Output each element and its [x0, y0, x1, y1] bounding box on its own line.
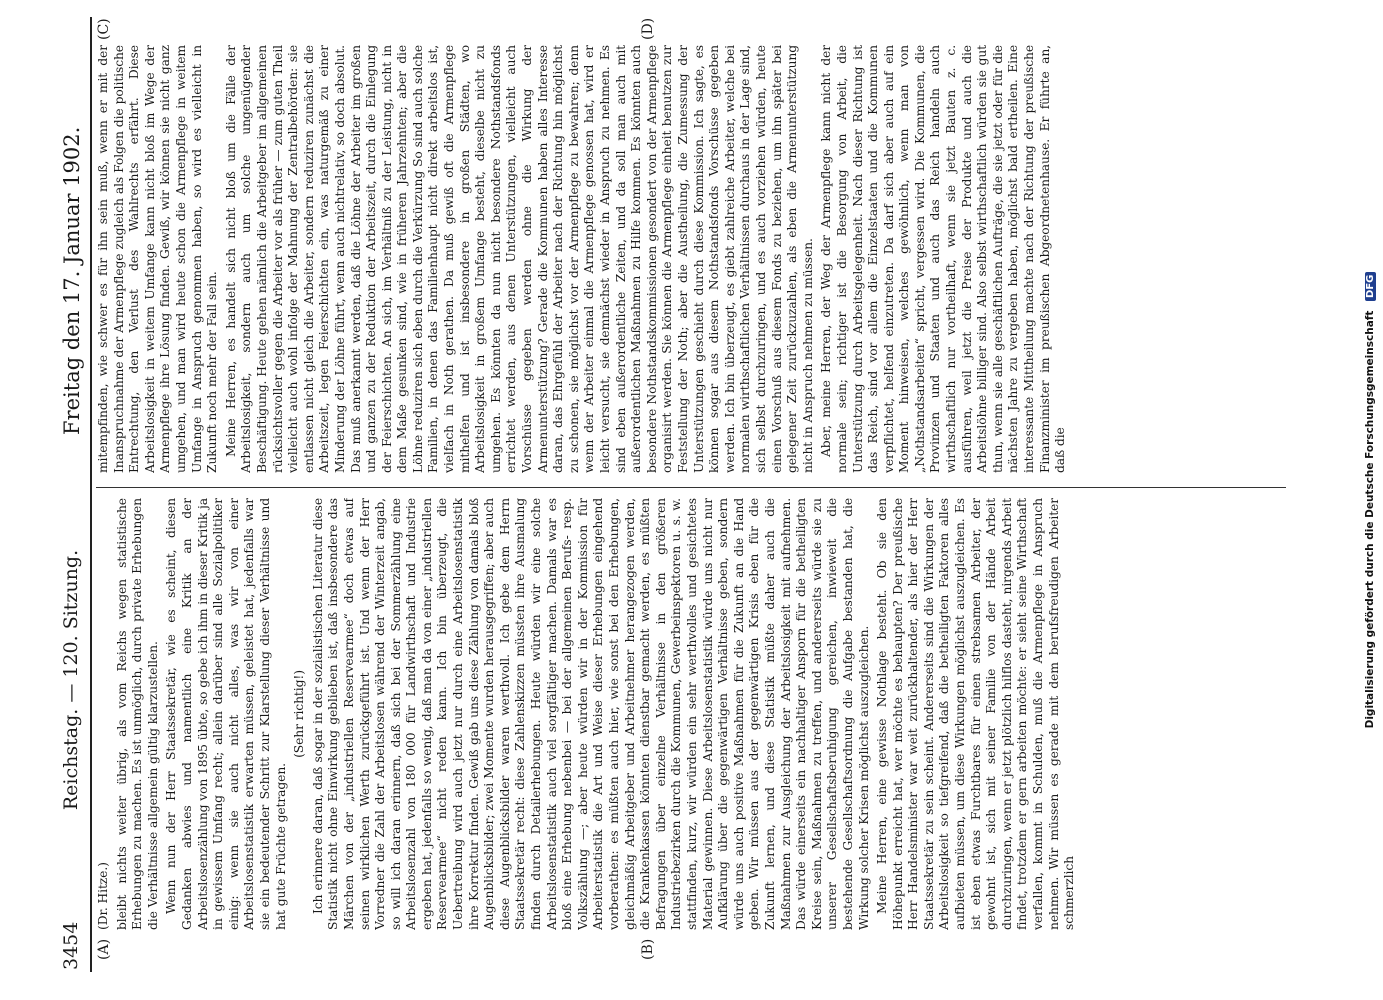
- margin-marker-c: (C): [96, 18, 112, 40]
- paragraph: Ich erinnere daran, daß sogar in der sozialistischen Literatur diese Statistik nicht ohne Einwirkung geblieben ist, daß insbesondere das Märchen von der „industriellen Reservearmee“ doch etwas auf seinen wirklichen Werth zurückgeführt ist. Und wenn der Herr Vorredner die Zahl der Arbeitslosen während der Winterzeit angab, so will ich daran erinnern, daß sich bei der Sommerzählung eine Arbeitslosenzahl von 180 000 für Landwirthschaft und Industrie ergeben hat, jedenfalls so wenig, daß man da von einer „industriellen Reservearmee“ nicht reden kann. Ich bin überzeugt, die Uebertreibung wird auch jetzt nur durch eine Arbeitslosenstatistik ihre Korrektur finden. Gewiß gab uns diese Zählung von damals bloß Augenblicksbilder; zwei Momente wurden herausgegriffen; aber auch diese Augenblicksbilder waren werthvoll. Ich gebe dem Herrn Staatssekretär recht: diese Zahlenskizzen müssten ihre Ausmalung finden durch Detailerhebungen. Heute würden wir eine solche Arbeitslosenstatistik auch viel sorgfältiger machen. Damals war es bloß eine Erhebung nebenbei — bei der allgemeinen Berufs- resp. Volkszählung —; aber heute würden wir in der Kommission für Arbeiterstatistik die Art und Weise dieser Erhebungen eingehend vorberathen: es müßten auch hier, wie sonst bei den Erhebungen, gleichmäßig Arbeitgeber und Arbeitnehmer herangezogen werden, die Krankenkassen könnten dienstbar gemacht werden, es müßten Befragungen über einzelne Verhältnisse in den größeren Industriebezirken durch die Kommunen, Gewerbeinspektoren u. s. w. stattfinden, kurz, wir würden ein sehr werthvolles und gesichtetes Material gewinnen. Diese Arbeitslosenstatistik würde uns nicht nur Aufklärung über die gegenwärtigen Verhältnisse geben, sondern würde uns auch positive Maßnahmen für die Zukunft an die Hand geben. Wir müssen aus der gegenwärtigen Krisis eben für die Zukunft lernen, und diese Statistik müßte daher auch die Maßnahmen zur Ausgleichung der Arbeitslosigkeit mit aufnehmen. Das würde einerseits ein nachhaltiger Ansporn für die betheiligten Kreise sein, Maßnahmen zu treffen, und andererseits würde sie zu unserer Gesellschaftsberuhigung gereichen, inwieweit die bestehende Gesellschaftsordnung die Aufgabe bestanden hat, die Wirkung solcher Krisen möglichst auszugleichen.: [310, 498, 871, 930]
- session-title: Reichstag. — 120. Sitzung.: [60, 549, 82, 811]
- paragraph: Aber, meine Herren, der Weg der Armenpflege kann nicht der normale sein; richtiger ist die Besorgung von Arbeit, die Unterstützung durch Arbeitsgelegenheit. Nach dieser Richtung ist das Reich, sind vor allem die Einzelstaaten und die Kommunen verpflichtet, helfend einzutreten. Da darf sich aber auch auf ein Moment hinweisen, welches gewöhnlich, wenn man von „Nothstandsarbeiten“ spricht, vergessen wird. Die Kommunen, die Provinzen und Staaten und auch das Reich handeln auch wirthschaftlich nur vortheilhaft, wenn sie jetzt Bauten z. c. ausführen, weil jetzt die Preise der Produkte und auch die Arbeitslöhne billiger sind. Also selbst wirthschaftlich würden sie gut thun, wenn sie alle geschäftlichen Aufträge, die sie jetzt oder für die nächsten Jahre zu vergeben haben, möglichst bald ertheilen. Eine interessante Mittheilung machte nach der Richtung der preußische Finanzminister im preußischen Abgeordnetenhause. Er führte an, daß die: [819, 45, 1068, 473]
- page-number: 3454: [60, 921, 82, 970]
- credit-text: Digitalisierung gefördert durch die Deutsche Forschungsgemeinschaft: [1364, 310, 1376, 729]
- header-rule: [90, 17, 92, 972]
- paragraph: mitempfinden, wie schwer es für ihn sein muß, wenn er mit der Inanspruchnahme der Armenpflege zugleich als Folgen die politische Entrechtung, den Verlust des Wahlrechts erfährt. Diese Arbeitslosigkeit in weitem Umfange kann nicht bloß im Wege der Armenpflege ihre Lösung finden. Gewiß, wir können sie nicht ganz umgehen, und man wird heute schon die Armenpflege in weitem Umfange in Anspruch genommen haben, so wird es vielleicht in Zukunft noch mehr der Fall sein.: [96, 45, 220, 473]
- paragraph: Meine Herren, es handelt sich nicht bloß um die Fälle der Arbeitslosigkeit, sondern auch um solche ungenügender Beschäftigung. Heute gehen nämlich die Arbeitgeber im allgemeinen rücksichtsvoller gegen die Arbeiter vor als früher — zum guten Theil vielleicht auch wohl infolge der Mahnung der Zentralbehörden: sie entlassen nicht gleich die Arbeiter, sondern reduziren zunächst die Arbeitszeit, legen Feierschichten ein, was naturgemäß zu einer Minderung der Löhne führt, wenn auch nichtrelativ, so doch absolut. Das muß anerkannt werden, daß die Löhne der Arbeiter im großen und ganzen zu der Reduktion der Arbeitszeit, durch die Einlegung der Feierschichten. An sich, im Verhältniß zu der Leistung, nicht in dem Maße gesunken sind, wie in früheren Jahrzehnten; aber die Löhne reduziren sich eben durch die Verkürzung So sind auch solche Familien, in denen das Familienhaupt nicht direkt arbeitslos ist, vielfach in Noth gerathen. Da muß gewiß oft die Armenpflege mithelfen und ist insbesondere in großen Städten, wo Arbeitslosigkeit in großem Umfange besteht, dieselbe nicht zu umgehen. Es könnten da nun nicht besondere Nothstandsfonds errichtet werden, aus denen Unterstützungen, vielleicht auch Vorschüsse gegeben werden ohne die Wirkung der Armenunterstützung? Gerade die Kommunen haben alles Interesse daran, das Ehrgefühl der Arbeiter nach der Richtung hin möglichst zu schonen, sie möglichst vor der Armenpflege zu bewahren; denn wenn der Arbeiter einmal die Armenpflege genossen hat, wird er leicht versucht, sie demnächst wieder in Anspruch zu nehmen. Es sind eben außerordentliche Zeiten, und da soll man auch mit außerordentlichen Maßnahmen zu Hilfe kommen. Es könnten auch besondere Nothstandskommissionen gesondert von der Armenpflege organisirt werden. Sie können die Armenpflege einheit benutzen zur Feststellung der Noth; aber die Austheilung, die Zumessung der Unterstützungen geschieht durch diese Kommission. Ich sagte, es können sogar aus diesem Nothstandsfonds Vorschüsse gegeben werden. Ich bin überzeugt, es giebt zahlreiche Arbeiter, welche bei normalen wirthschaftlichen Verhältnissen durchaus in der Lage sind, sich selbst durchzuringen, und es auch vorziehen würden, heute einen Vorschuß aus diesem Fonds zu beziehen, um ihn später bei gelegener Zeit zurückzuzahlen, als eben die Armenunterstützung nicht in Anspruch nehmen zu müssen.: [223, 45, 815, 473]
- right-column: [96, 45, 1291, 473]
- margin-marker-a: (A): [96, 938, 112, 960]
- paragraph: bleibt nichts weiter übrig, als vom Reichs wegen statistische Erhebungen zu machen. Es ist unmöglich, durch private Erhebungen die Verhältnisse allgemein gültig klarzustellen.: [114, 498, 160, 930]
- paragraph: Wenn nun der Herr Staatssekretär, wie es scheint, diesen Gedanken abwies und namentlich eine Kritik an der Arbeitslosenzählung von 1895 übte, so gebe ich ihm in dieser Kritik ja in gewissem Umfang recht; allein darüber sind alle Sozialpolitiker einig: wenn sie auch nicht alles, was wir von einer Arbeitslosenstatistik erwarten müssen, geleistet hat, jedenfalls war sie ein bedeutender Schritt zur Klarstellung dieser Verhältnisse und hat gute Früchte getragen.: [164, 498, 288, 930]
- left-column: [96, 498, 1291, 930]
- paragraph: Meine Herren, eine gewisse Nothlage besteht. Ob sie den Höhepunkt erreicht hat, wer möchte es behaupten? Der preußische Herr Handelsminister war weit zurückhaltender, als hier der Herr Staatssekretär zu sein scheint. Andererseits sind die Wirkungen der Arbeitslosigkeit so tiefgreifend, daß die betheiligten Faktoren alles aufbieten müssen, um diese Wirkungen möglichst auszugleichen. Es ist eben etwas Furchtbares für einen strebsamen Arbeiter, der gewohnt ist, sich mit seiner Familie von der Hände Arbeit durchzuringen, wenn er jetzt plötzlich hilflos dasteht, nirgends Arbeit findet, trotzdem er gern arbeiten möchte: er sieht seine Wirthschaft verfallen, kommt in Schulden, muß die Armenpflege in Anspruch nehmen. Wir müssen es gerade mit dem berufsfreudigen Arbeiter schmerzlich: [875, 498, 1077, 930]
- session-date: Freitag den 17. Januar 1902.: [60, 126, 84, 435]
- digitization-credit: [1364, 20, 1376, 980]
- margin-marker-d: (D): [640, 17, 656, 40]
- interjection: (Sehr richtig!): [292, 670, 307, 758]
- column-divider: [96, 487, 1286, 488]
- dfg-logo: DFG: [1365, 272, 1376, 301]
- margin-marker-b: (B): [640, 938, 656, 960]
- speaker-label: (Dr. Hitze.): [96, 862, 110, 930]
